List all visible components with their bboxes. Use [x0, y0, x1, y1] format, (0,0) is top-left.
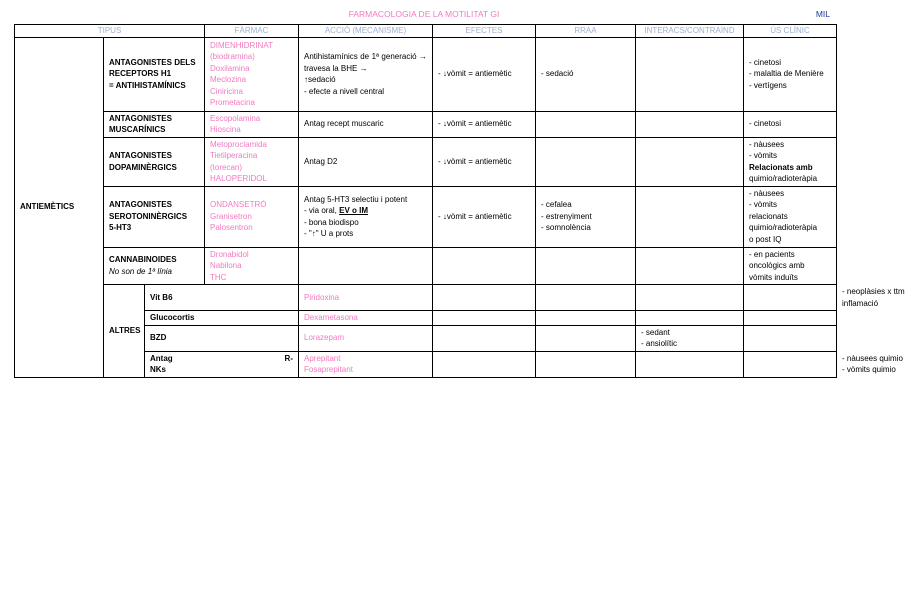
rraa-cell: [636, 285, 744, 311]
effects-cell: [536, 325, 636, 351]
effects-cell: - ↓vòmit = antiemètic: [433, 111, 536, 137]
drug-cell: Metoproclamida Tietilperacina (torecan) HALOPERIDOL: [205, 137, 299, 186]
col-header-accio: ACCIÓ (MECANISME): [299, 25, 433, 38]
action-cell: [299, 247, 433, 285]
table-row: [15, 137, 837, 186]
rraa-cell: [636, 351, 744, 377]
action-cell: [433, 325, 536, 351]
drug-cell: Escopolamina Hioscina: [205, 111, 299, 137]
col-header-interacs: INTERACS/CONTRAIND: [636, 25, 744, 38]
pharmacology-table: [14, 24, 905, 378]
subtype-cell: Antag R- NKs: [145, 351, 299, 377]
effects-cell: - ↓vòmit = antiemètic: [433, 137, 536, 186]
drug-cell: Lorazepam: [299, 325, 433, 351]
type-cell: ANTAGONISTES DOPAMINÈRGICS: [104, 137, 205, 186]
col-header-efectes: EFECTES: [433, 25, 536, 38]
interacs-cell: [744, 351, 837, 377]
col-header-us-clinic: ÚS CLÍNIC: [744, 25, 837, 38]
interacs-cell: [636, 247, 744, 285]
subtype-cell: BZD: [145, 325, 299, 351]
group-label: ANTIEMÈTICS: [15, 37, 104, 377]
header-row: [15, 25, 837, 38]
interacs-cell: [636, 111, 744, 137]
action-cell: [433, 311, 536, 326]
action-cell: Antag 5-HT3 selectiu i potent - via oral, EV o IM - bona biodispo - "↑" U a prots: [299, 186, 433, 247]
col-header-rraa: RRAA: [536, 25, 636, 38]
drug-cell: ONDANSETRÓ Granisetron Palosentron: [205, 186, 299, 247]
interacs-cell: [744, 285, 837, 311]
effects-cell: - ↓vòmit = antiemètic: [433, 37, 536, 111]
page-title: FARMACOLOGIA DE LA MOTILITAT GI: [348, 9, 500, 19]
drug-cell: Aprepitant Fosaprepitant: [299, 351, 433, 377]
table-row: [15, 37, 837, 111]
interacs-cell: [636, 137, 744, 186]
col-header-farmac: FÀRMAC: [205, 25, 299, 38]
effects-cell: - ↓vòmit = antiemètic: [433, 186, 536, 247]
interacs-cell: [744, 311, 837, 326]
use-cell: - nàusees - vòmits Relacionats amb quimio/radioteràpia: [744, 137, 837, 186]
type-cell: ANTAGONISTES MUSCARÍNICS: [104, 111, 205, 137]
subtype-cell: Glucocortis: [145, 311, 299, 326]
subtype-cell: Vit B6: [145, 285, 299, 311]
drug-cell: Piridoxina: [299, 285, 433, 311]
use-cell: - cinetosi: [744, 111, 837, 137]
effects-cell: [433, 247, 536, 285]
rraa-cell: [536, 247, 636, 285]
col-header-tipus: TIPUS: [15, 25, 205, 38]
action-cell: Antihistamínics de 1ª generació → travesa la BHE → ↑sedació - efecte a nivell central: [299, 37, 433, 111]
action-cell: Antag recept muscaric: [299, 111, 433, 137]
action-cell: [433, 351, 536, 377]
effects-cell: [536, 285, 636, 311]
action-cell: [433, 285, 536, 311]
rraa-cell: - sedació: [536, 37, 636, 111]
corner-label: MIL: [815, 9, 830, 19]
effects-cell: [536, 351, 636, 377]
type-cell: CANNABINOIDES No son de 1ª línia: [104, 247, 205, 285]
effects-cell: [536, 311, 636, 326]
rraa-cell: - cefalea - estrenyiment - somnolència: [536, 186, 636, 247]
altres-label: ALTRES: [104, 285, 145, 378]
table-row: ALTRES Vit B6 Piridoxina - neoplàsies x ttm inflamació: [15, 285, 837, 311]
type-cell: ANTAGONISTES DELS RECEPTORS H1 = ANTIHISTAMÍNICS: [104, 37, 205, 111]
drug-cell: Dronabidol Nabilona THC: [205, 247, 299, 285]
drug-cell: DIMENHIDRINAT (biodramina) Doxilamina Meclozina Ciniricina Prometacina: [205, 37, 299, 111]
table-row: [15, 186, 837, 247]
rraa-cell: [536, 111, 636, 137]
rraa-cell: [636, 311, 744, 326]
interacs-cell: [636, 186, 744, 247]
drug-cell: Dexametasona: [299, 311, 433, 326]
rraa-cell: [536, 137, 636, 186]
interacs-cell: [744, 325, 837, 351]
action-cell: Antag D2: [299, 137, 433, 186]
table-row: [15, 247, 837, 285]
use-cell: - nàusees - vòmits relacionats quimio/radioteràpia o post IQ: [744, 186, 837, 247]
rraa-cell: - sedant - ansiolític: [636, 325, 744, 351]
table-row: [15, 111, 837, 137]
interacs-cell: [636, 37, 744, 111]
table-row: Antag R- NKs Aprepitant Fosaprepitant - nàusees quimio - vòmits quimio: [15, 351, 837, 377]
use-cell: - cinetosi - malaltia de Menière - vertígens: [744, 37, 837, 111]
type-cell: ANTAGONISTES SEROTONINÈRGICS 5-HT3: [104, 186, 205, 247]
use-cell: - en pacients oncològics amb vòmits induïts: [744, 247, 837, 285]
